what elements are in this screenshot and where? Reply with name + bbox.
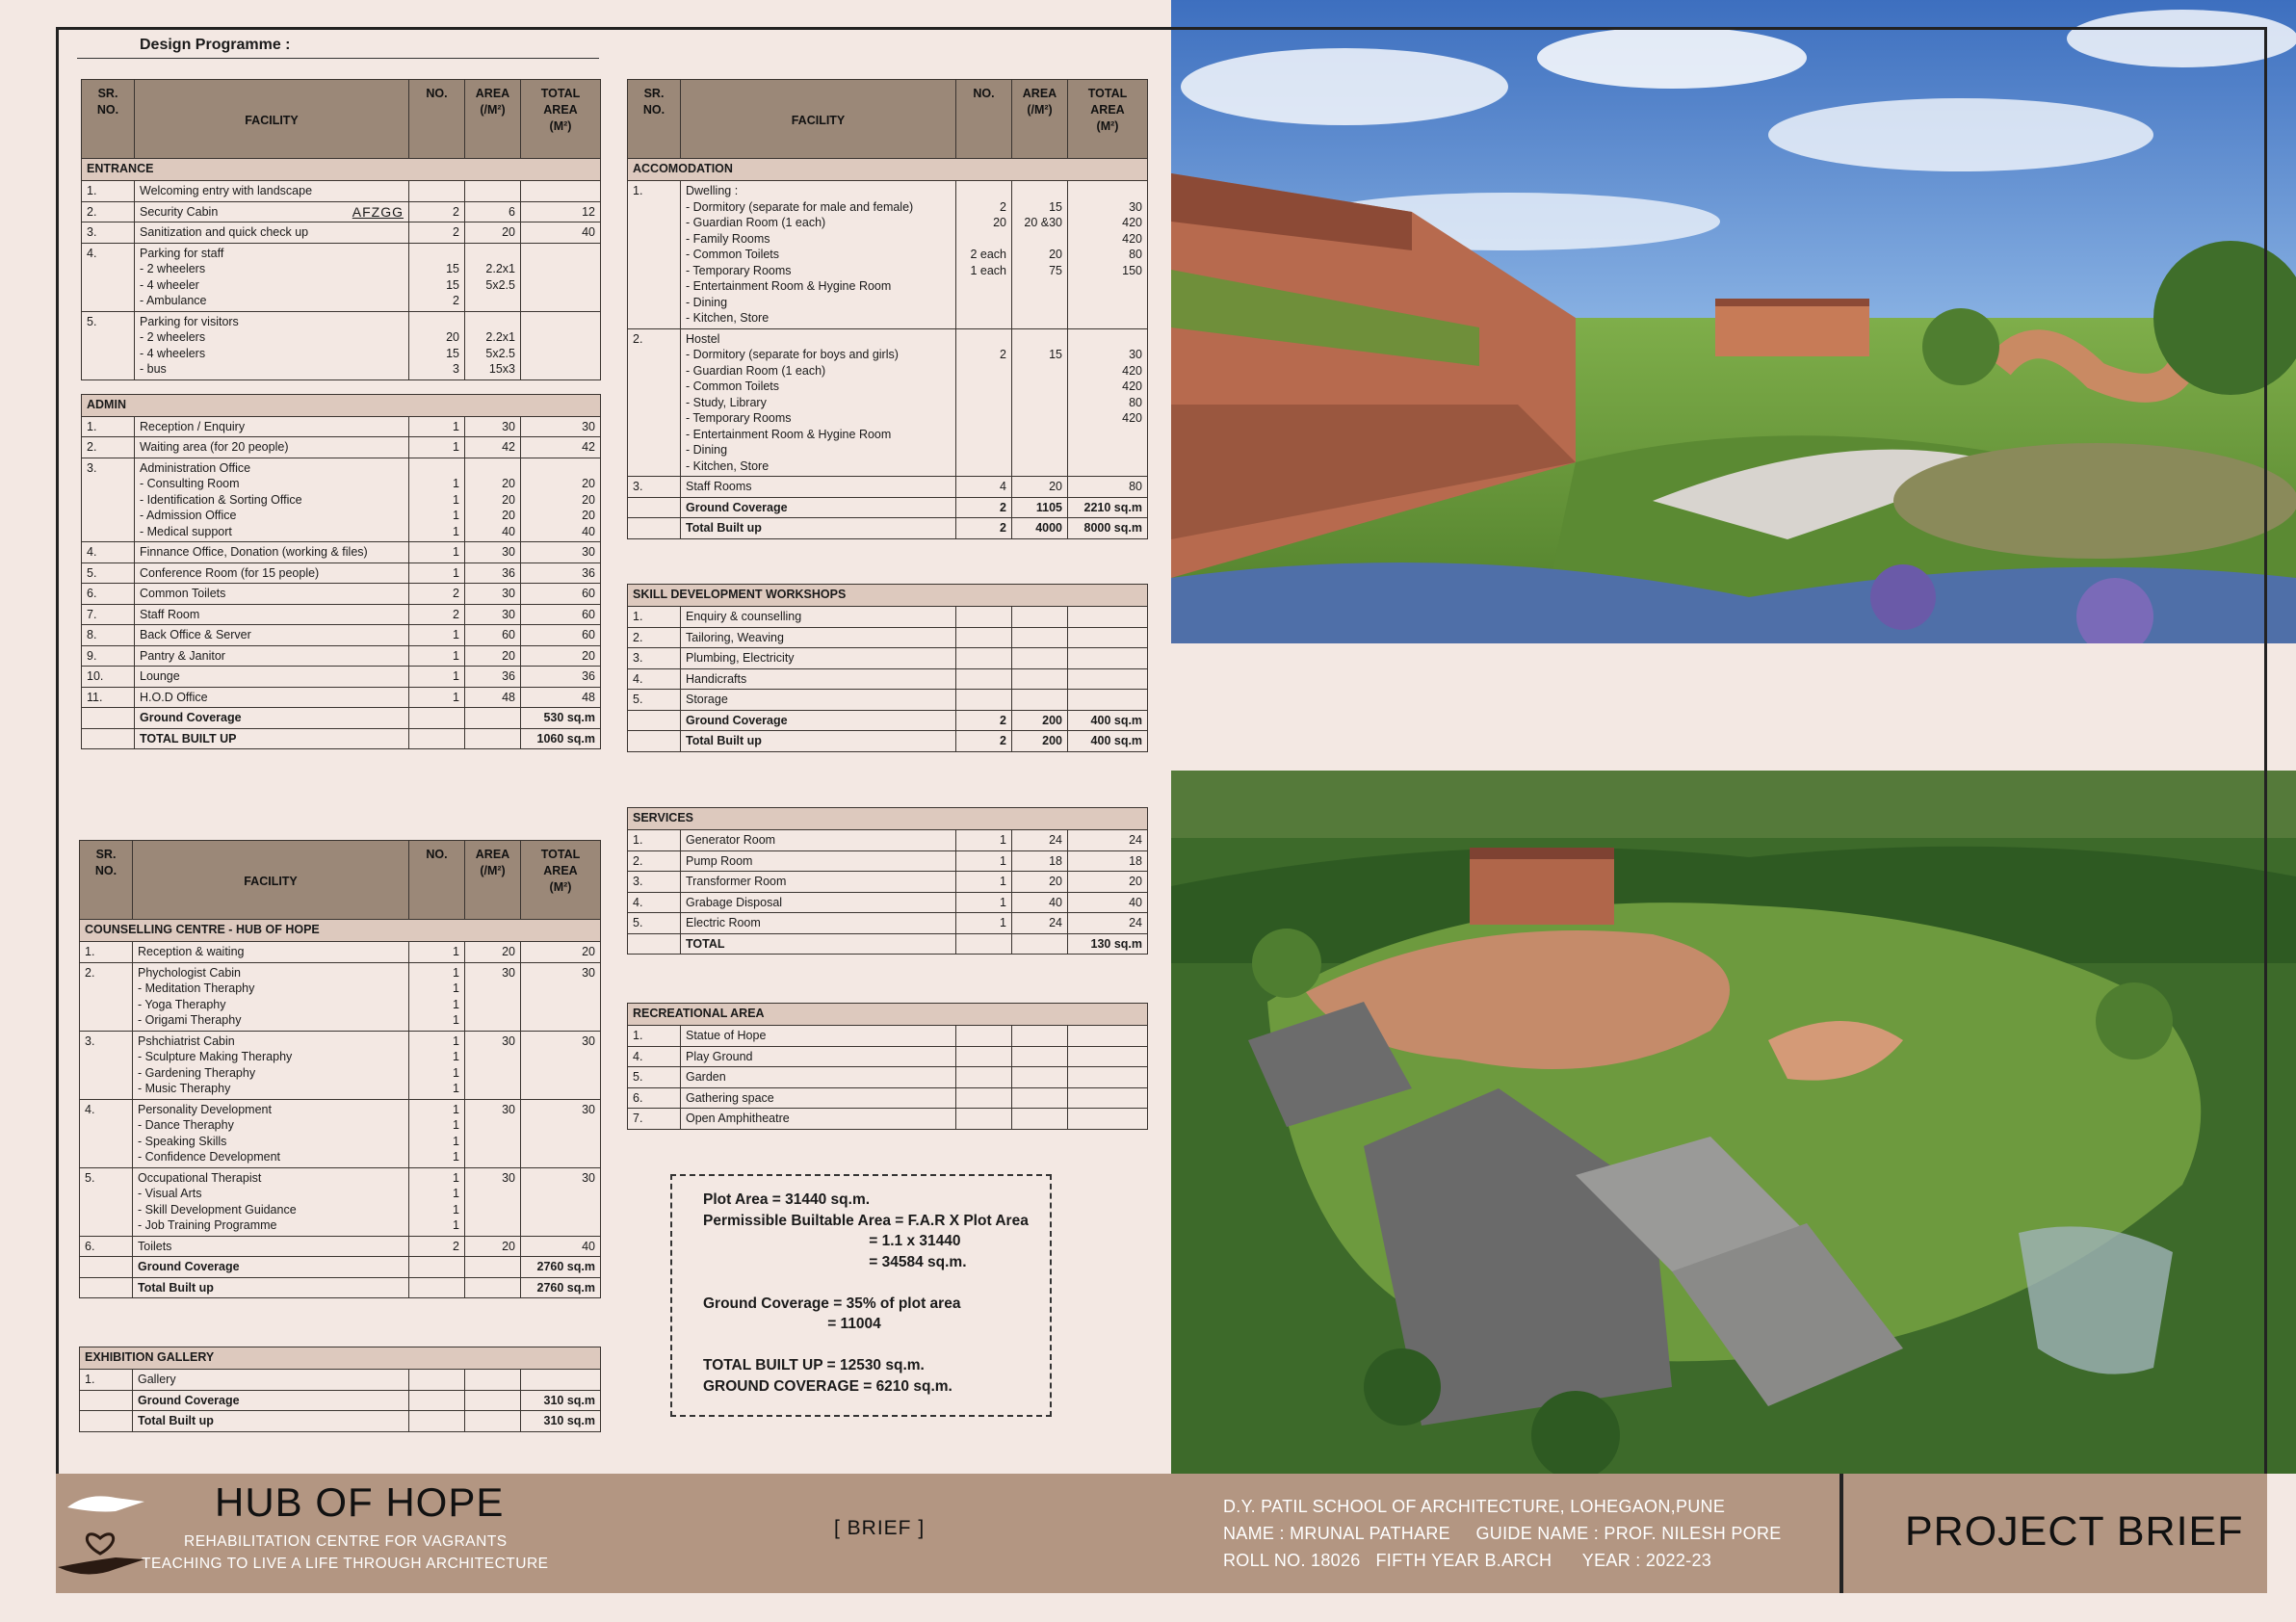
cell-area: 30: [465, 962, 521, 1031]
cell-facility: Sanitization and quick check up: [135, 222, 409, 244]
project-subtitle: REHABILITATION CENTRE FOR VAGRANTS: [184, 1533, 508, 1550]
cell-sr-no: 1.: [82, 181, 135, 202]
cell-total-area: 36: [521, 667, 601, 688]
cell-facility: Occupational Therapist - Visual Arts - Skill Development Guidance - Job Training Programme: [133, 1167, 409, 1236]
cell-facility: Reception & waiting: [133, 942, 409, 963]
cell-number: 1 1 1 1: [409, 1099, 465, 1167]
header-total-area: TOTAL AREA (M²): [521, 841, 601, 920]
header-no: NO.: [409, 841, 465, 920]
header-area: AREA (/M²): [1012, 80, 1068, 159]
header-facility: FACILITY: [681, 80, 956, 159]
cell-total-area: 310 sq.m: [521, 1390, 601, 1411]
cell-number: 2: [409, 604, 465, 625]
area-calculation-box: Plot Area = 31440 sq.m. Permissible Builtable Area = F.A.R X Plot Area = 1.1 x 31440 = 34584 sq.m. Ground Coverage = 35% of plot area = 11004 TOTAL BUILT UP = 12530 sq.m. GROUND COVERAGE = 6210 sq.m.: [670, 1174, 1052, 1417]
cell-total-area: 2210 sq.m: [1068, 497, 1148, 518]
cell-facility: Parking for staff - 2 wheelers - 4 wheeler - Ambulance: [135, 243, 409, 311]
title-block-divider: [1839, 1474, 1843, 1593]
cell-facility: Back Office & Server: [135, 625, 409, 646]
sheet-title: PROJECT BRIEF: [1905, 1508, 2244, 1555]
cell-number: 1 1 1 1: [409, 1167, 465, 1236]
cell-area: 1105: [1012, 497, 1068, 518]
cell-sr-no: 4.: [628, 668, 681, 690]
cell-sr-no: 2.: [628, 328, 681, 477]
cell-facility: Welcoming entry with landscape: [135, 181, 409, 202]
cell-area: 30: [465, 604, 521, 625]
cell-facility: Dwelling : - Dormitory (separate for male and female) - Guardian Room (1 each) - Family Rooms - Common Toilets - Temporary Rooms - Entertainment Room & Hygine Room - Dining - Kitchen, Store: [681, 181, 956, 329]
cell-sr-no: 10.: [82, 667, 135, 688]
cell-sr-no: 5.: [628, 1067, 681, 1088]
section-label: ADMIN: [82, 394, 601, 416]
cell-facility: Ground Coverage: [135, 708, 409, 729]
cell-area: 20: [465, 645, 521, 667]
cell-facility: Total Built up: [133, 1411, 409, 1432]
cell-total-area: 2760 sq.m: [521, 1277, 601, 1298]
cell-number: 2 20 2 each 1 each: [956, 181, 1012, 329]
cell-area: 42: [465, 437, 521, 458]
cell-facility: Common Toilets: [135, 584, 409, 605]
cell-facility: Hostel - Dormitory (separate for boys and girls) - Guardian Room (1 each) - Common Toilets - Study, Library - Temporary Rooms - Entertainment Room & Hygine Room - Dining - Kitchen, Store: [681, 328, 956, 477]
cell-total-area: 30: [521, 416, 601, 437]
cell-number: 1: [956, 830, 1012, 851]
cell-facility: Play Ground: [681, 1046, 956, 1067]
cell-facility: Security Cabin AFZGG: [135, 201, 409, 222]
cell-total-area: 310 sq.m: [521, 1411, 601, 1432]
cell-facility: Ground Coverage: [133, 1390, 409, 1411]
cell-number: 1 1 1 1: [409, 962, 465, 1031]
cell-area: 18: [1012, 850, 1068, 872]
cell-number: 1: [409, 942, 465, 963]
cell-number: 2: [956, 518, 1012, 539]
cell-facility: Phychologist Cabin - Meditation Theraphy - Yoga Theraphy - Origami Theraphy: [133, 962, 409, 1031]
header-no: NO.: [956, 80, 1012, 159]
cell-total-area: 20: [521, 645, 601, 667]
cell-sr-no: 2.: [628, 850, 681, 872]
cell-facility: Plumbing, Electricity: [681, 648, 956, 669]
header-facility: FACILITY: [135, 80, 409, 159]
section-label: ENTRANCE: [82, 159, 601, 181]
cell-number: 2: [956, 497, 1012, 518]
cell-sr-no: 1.: [80, 942, 133, 963]
cell-number: 1: [409, 416, 465, 437]
cell-total-area: 60: [521, 625, 601, 646]
cell-sr-no: 1.: [628, 830, 681, 851]
cell-sr-no: 4.: [82, 243, 135, 311]
cell-total-area: 400 sq.m: [1068, 731, 1148, 752]
header-total-area: TOTAL AREA (M²): [1068, 80, 1148, 159]
cell-facility: Ground Coverage: [681, 710, 956, 731]
cell-area: 4000: [1012, 518, 1068, 539]
sheet-tag: [ BRIEF ]: [834, 1517, 926, 1539]
section-label: EXHIBITION GALLERY: [80, 1347, 601, 1370]
cell-sr-no: 2.: [80, 962, 133, 1031]
cell-sr-no: 3.: [82, 222, 135, 244]
cell-total-area: 80: [1068, 477, 1148, 498]
project-tagline: TEACHING TO LIVE A LIFE THROUGH ARCHITECTURE: [142, 1556, 549, 1572]
header-area: AREA (/M²): [465, 80, 521, 159]
cell-facility: Waiting area (for 20 people): [135, 437, 409, 458]
header-facility: FACILITY: [133, 841, 409, 920]
cell-sr-no: 3.: [628, 648, 681, 669]
cell-area: 48: [465, 687, 521, 708]
header-sr-no: SR. NO.: [82, 80, 135, 159]
cell-facility: Grabage Disposal: [681, 892, 956, 913]
section-label: COUNSELLING CENTRE - HUB OF HOPE: [80, 920, 601, 942]
cell-number: 2: [956, 710, 1012, 731]
cell-area: 30: [465, 542, 521, 563]
cell-facility: Total Built up: [681, 731, 956, 752]
cell-facility: Pantry & Janitor: [135, 645, 409, 667]
cell-area: 20: [465, 1236, 521, 1257]
cell-facility: Open Amphitheatre: [681, 1109, 956, 1130]
cell-sr-no: 3.: [80, 1031, 133, 1099]
cell-number: 1: [409, 542, 465, 563]
section-label: ACCOMODATION: [628, 159, 1148, 181]
cell-area: 30: [465, 416, 521, 437]
cell-area: 15: [1012, 328, 1068, 477]
cell-number: 1: [956, 850, 1012, 872]
section-label: SKILL DEVELOPMENT WORKSHOPS: [628, 585, 1148, 607]
header-sr-no: SR. NO.: [80, 841, 133, 920]
cell-facility: Toilets: [133, 1236, 409, 1257]
cell-area: 15 20 &30 20 75: [1012, 181, 1068, 329]
header-sr-no: SR. NO.: [628, 80, 681, 159]
header-total-area: TOTAL AREA (M²): [521, 80, 601, 159]
cell-facility: Generator Room: [681, 830, 956, 851]
hands-heart-logo: [58, 1488, 144, 1584]
cell-facility: Transformer Room: [681, 872, 956, 893]
cell-number: 1: [956, 913, 1012, 934]
cell-sr-no: 4.: [628, 1046, 681, 1067]
cell-sr-no: 6.: [80, 1236, 133, 1257]
cell-area: 40: [1012, 892, 1068, 913]
cell-total-area: 36: [521, 562, 601, 584]
cell-area: 20: [1012, 872, 1068, 893]
cell-number: 1: [409, 437, 465, 458]
cell-facility: Enquiry & counselling: [681, 607, 956, 628]
cell-total-area: 48: [521, 687, 601, 708]
cell-area: 200: [1012, 731, 1068, 752]
cell-area: 200: [1012, 710, 1068, 731]
cell-facility: Parking for visitors - 2 wheelers - 4 wheelers - bus: [135, 311, 409, 379]
cell-total-area: 8000 sq.m: [1068, 518, 1148, 539]
cell-sr-no: 9.: [82, 645, 135, 667]
cell-total-area: 20: [1068, 872, 1148, 893]
cell-facility: Ground Coverage: [681, 497, 956, 518]
cell-number: 2: [409, 201, 465, 222]
cell-total-area: 18: [1068, 850, 1148, 872]
cell-sr-no: 6.: [82, 584, 135, 605]
cell-sr-no: 1.: [628, 607, 681, 628]
cell-sr-no: 5.: [628, 690, 681, 711]
cell-total-area: 30 420 420 80 420: [1068, 328, 1148, 477]
cell-area: 24: [1012, 830, 1068, 851]
cell-area: 60: [465, 625, 521, 646]
cell-number: 1: [409, 667, 465, 688]
cell-area: 20: [465, 222, 521, 244]
cell-area: 20: [465, 942, 521, 963]
cell-sr-no: 4.: [80, 1099, 133, 1167]
cell-total-area: 60: [521, 584, 601, 605]
section-label: SERVICES: [628, 808, 1148, 830]
cell-sr-no: 2.: [82, 437, 135, 458]
cell-total-area: 20 20 20 40: [521, 458, 601, 542]
cell-facility: Ground Coverage: [133, 1257, 409, 1278]
cell-total-area: 2760 sq.m: [521, 1257, 601, 1278]
cell-total-area: 30 420 420 80 150: [1068, 181, 1148, 329]
cell-number: 1: [956, 892, 1012, 913]
cell-sr-no: 2.: [82, 201, 135, 222]
cell-facility: Tailoring, Weaving: [681, 627, 956, 648]
cell-facility: Total Built up: [681, 518, 956, 539]
cell-number: 15 15 2: [409, 243, 465, 311]
cell-total-area: 1060 sq.m: [521, 728, 601, 749]
cell-area: 30: [465, 584, 521, 605]
cell-total-area: 30: [521, 962, 601, 1031]
cell-number: 2: [409, 222, 465, 244]
cell-facility: Pshchiatrist Cabin - Sculpture Making Theraphy - Gardening Theraphy - Music Theraphy: [133, 1031, 409, 1099]
cell-total-area: 24: [1068, 913, 1148, 934]
student-info: D.Y. PATIL SCHOOL OF ARCHITECTURE, LOHEGAON,PUNE NAME : MRUNAL PATHARE GUIDE NAME : PROF. NILESH PORE ROLL NO. 18026 FIFTH YEAR B.ARCH YEAR : 2022-23: [1223, 1497, 1782, 1570]
cell-total-area: 530 sq.m: [521, 708, 601, 729]
handwritten-note: AFZGG: [352, 203, 404, 220]
cell-total-area: 12: [521, 201, 601, 222]
cell-total-area: 20: [521, 942, 601, 963]
cell-number: 2: [409, 584, 465, 605]
cell-facility: Electric Room: [681, 913, 956, 934]
cell-facility: Administration Office - Consulting Room - Identification & Sorting Office - Admission Office - Medical support: [135, 458, 409, 542]
cell-number: 1 1 1 1: [409, 458, 465, 542]
cell-facility: TOTAL: [681, 933, 956, 955]
cell-facility: H.O.D Office: [135, 687, 409, 708]
cell-area: 36: [465, 667, 521, 688]
cell-number: 4: [956, 477, 1012, 498]
cell-total-area: 130 sq.m: [1068, 933, 1148, 955]
cell-sr-no: 2.: [628, 627, 681, 648]
cell-number: 1: [409, 625, 465, 646]
cell-sr-no: 5.: [82, 562, 135, 584]
header-area: AREA (/M²): [465, 841, 521, 920]
design-programme-heading: Design Programme :: [140, 37, 291, 53]
cell-number: 2: [409, 1236, 465, 1257]
cell-area: 24: [1012, 913, 1068, 934]
cell-total-area: 400 sq.m: [1068, 710, 1148, 731]
cell-facility: Gallery: [133, 1370, 409, 1391]
cell-number: 20 15 3: [409, 311, 465, 379]
cell-total-area: 40: [521, 1236, 601, 1257]
cell-sr-no: 7.: [628, 1109, 681, 1130]
cell-area: 30: [465, 1099, 521, 1167]
project-title: HUB OF HOPE: [215, 1479, 505, 1525]
cell-facility: Garden: [681, 1067, 956, 1088]
cell-sr-no: 1.: [628, 1026, 681, 1047]
cell-area: 20 20 20 40: [465, 458, 521, 542]
cell-sr-no: 11.: [82, 687, 135, 708]
cell-facility: Pump Room: [681, 850, 956, 872]
section-label: RECREATIONAL AREA: [628, 1004, 1148, 1026]
cell-sr-no: 3.: [82, 458, 135, 542]
cell-total-area: 24: [1068, 830, 1148, 851]
cell-facility: Finnance Office, Donation (working & files): [135, 542, 409, 563]
cell-total-area: 30: [521, 1031, 601, 1099]
sheet-border: [56, 27, 2267, 1593]
cell-sr-no: 5.: [82, 311, 135, 379]
cell-area: 20: [1012, 477, 1068, 498]
cell-facility: Lounge: [135, 667, 409, 688]
cell-area: 36: [465, 562, 521, 584]
cell-facility: Handicrafts: [681, 668, 956, 690]
cell-sr-no: 1.: [628, 181, 681, 329]
cell-facility: Total Built up: [133, 1277, 409, 1298]
cell-area: 2.2x1 5x2.5 15x3: [465, 311, 521, 379]
cell-number: 1: [956, 872, 1012, 893]
cell-facility: Statue of Hope: [681, 1026, 956, 1047]
cell-total-area: 40: [1068, 892, 1148, 913]
cell-sr-no: 1.: [82, 416, 135, 437]
cell-number: 2: [956, 731, 1012, 752]
cell-sr-no: 6.: [628, 1087, 681, 1109]
cell-facility: Personality Development - Dance Theraphy - Speaking Skills - Confidence Development: [133, 1099, 409, 1167]
cell-sr-no: 5.: [80, 1167, 133, 1236]
cell-sr-no: 7.: [82, 604, 135, 625]
cell-total-area: 30: [521, 1167, 601, 1236]
cell-area: 30: [465, 1167, 521, 1236]
cell-facility: Conference Room (for 15 people): [135, 562, 409, 584]
cell-sr-no: 1.: [80, 1370, 133, 1391]
cell-sr-no: 3.: [628, 477, 681, 498]
cell-facility: Staff Room: [135, 604, 409, 625]
cell-total-area: 42: [521, 437, 601, 458]
cell-facility: Storage: [681, 690, 956, 711]
cell-number: 1: [409, 645, 465, 667]
cell-sr-no: 4.: [628, 892, 681, 913]
cell-facility: Staff Rooms: [681, 477, 956, 498]
header-no: NO.: [409, 80, 465, 159]
cell-area: 6: [465, 201, 521, 222]
cell-total-area: 30: [521, 1099, 601, 1167]
cell-facility: Reception / Enquiry: [135, 416, 409, 437]
cell-number: 2: [956, 328, 1012, 477]
cell-number: 1: [409, 562, 465, 584]
cell-area: 2.2x1 5x2.5: [465, 243, 521, 311]
cell-area: 30: [465, 1031, 521, 1099]
cell-total-area: 60: [521, 604, 601, 625]
cell-number: 1: [409, 687, 465, 708]
cell-total-area: 30: [521, 542, 601, 563]
cell-total-area: 40: [521, 222, 601, 244]
cell-facility: TOTAL BUILT UP: [135, 728, 409, 749]
cell-sr-no: 5.: [628, 913, 681, 934]
cell-sr-no: 3.: [628, 872, 681, 893]
cell-sr-no: 8.: [82, 625, 135, 646]
cell-sr-no: 4.: [82, 542, 135, 563]
cell-number: 1 1 1 1: [409, 1031, 465, 1099]
cell-facility: Gathering space: [681, 1087, 956, 1109]
